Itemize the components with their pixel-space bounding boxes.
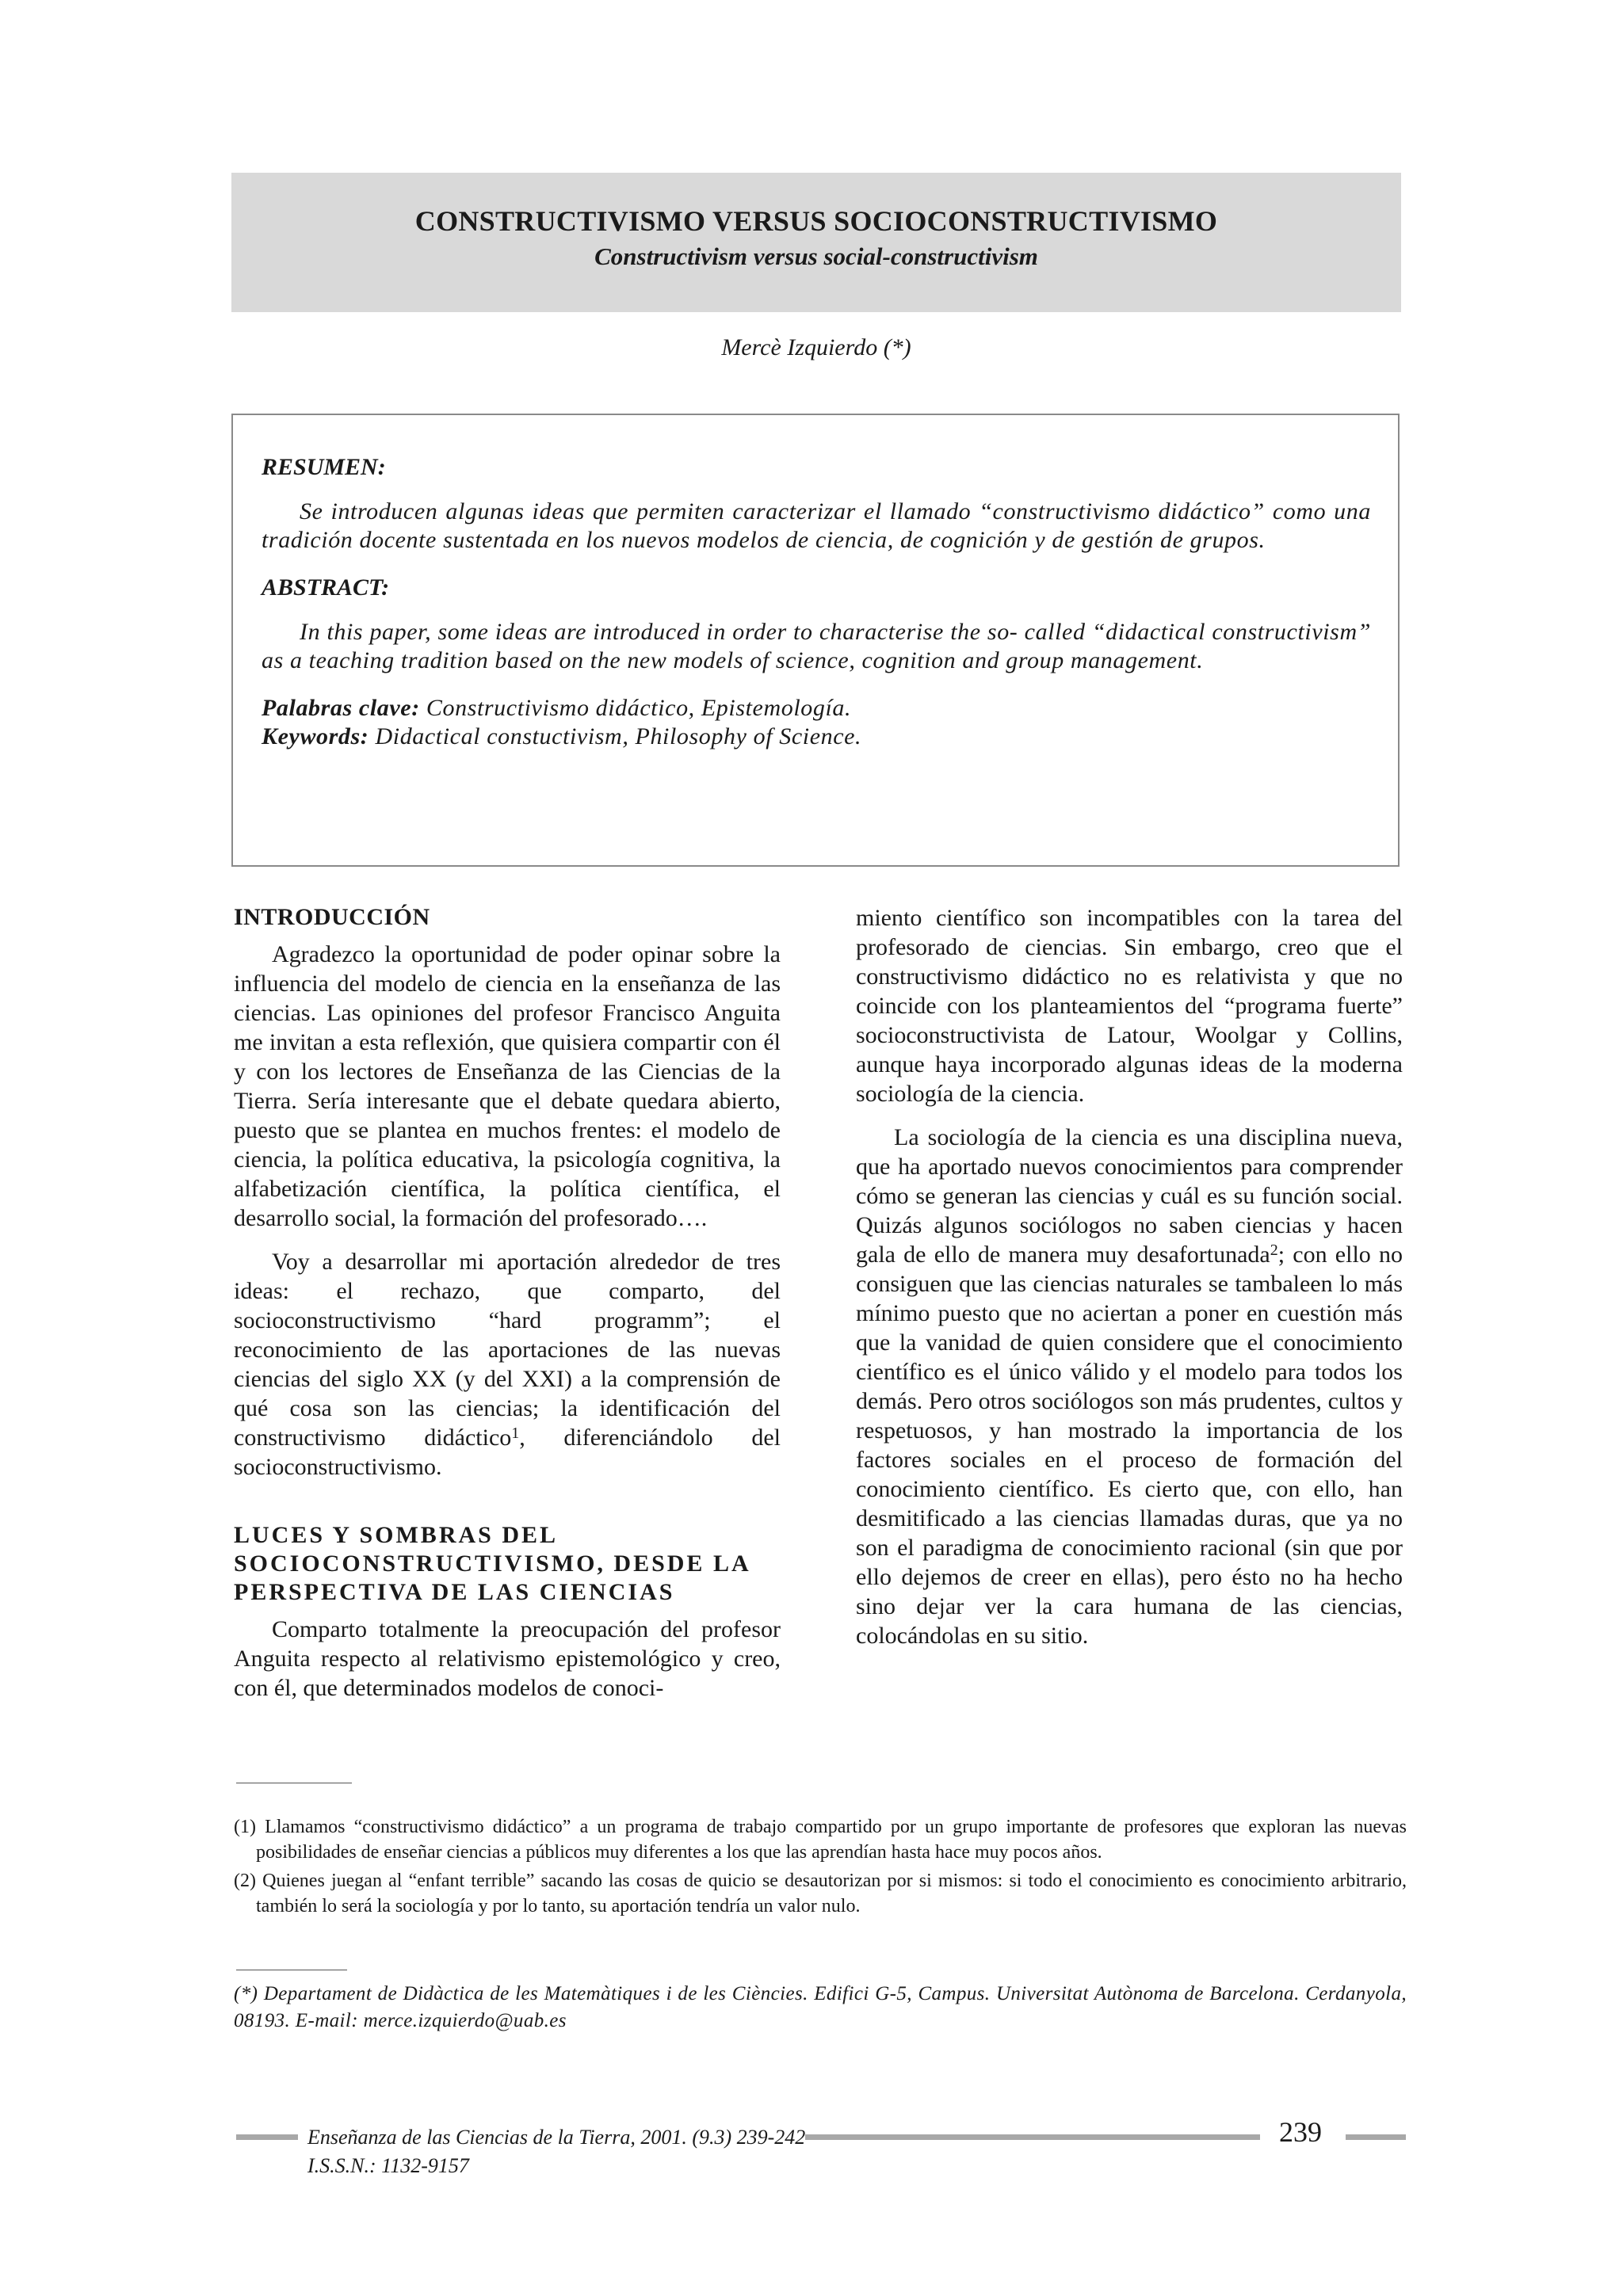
right-paragraph-2: La sociología de la ciencia es una disciplina nueva, que ha aportado nuevos conocimientos para comprender cómo se generan las ciencias y cuál es su función social. Quizás algunos sociólogos no saben ciencias y hacen gala de ello de manera muy desafortunada$^2$; con ello no consiguen que las ciencias naturales se tambaleen lo más mínimo puesto que no aciertan a poner en cuestión más que la vanidad de quien considere que el conocimiento científico es el único válido y el modelo para todos los demás. Pero otros sociólogos son más prudentes, cultos y respetuosos, y han mostrado la importancia de los factores sociales en el proceso de formación del conocimiento científico. Es cierto que, con ello, han desmitificado a las ciencias llamadas duras, que ya no son el paradigma de conocimiento racional (sin que por ello dejemos de creer en ellas), pero ésto no ha hecho sino dejar ver la cara humana de las ciencias, colocándolas en su sitio. — [856, 1124, 1403, 1649]
journal-issn: I.S.S.N.: 1132-9157 — [307, 2154, 469, 2177]
intro-paragraph-1: Agradezco la oportunidad de poder opinar sobre la influencia del modelo de ciencia en la enseñanza de las ciencias. Las opiniones del profesor Francisco Anguita me invitan a esta reflexión, que quisiera compartir con él y con los lectores de Enseñanza de las Ciencias de la Tierra. Sería interesante que el debate quedara abierto, puesto que se plantea en muchos frentes: el modelo de ciencia, la política educativa, la psicología cognitiva, la alfabetización científica, la política científica, el desarrollo social, la formación del profesorado…. — [234, 941, 781, 1231]
heading-introduccion: INTRODUCCIÓN — [234, 904, 430, 930]
right-paragraph-1: miento científico son incompatibles con la tarea del profesorado de ciencias. Sin embargo, creo que el constructivismo didáctico no es relativista y que no coincide con los planteamientos del “programa fuerte” socioconstructivista de Latour, Woolgar y Collins, aunque haya incorporado algunas ideas de la moderna sociología de la ciencia. — [856, 905, 1403, 1107]
intro-paragraph-2: Voy a desarrollar mi aportación alrededor de tres ideas: el rechazo, que comparto, del socioconstructivismo “hard programm”; el reconocimiento de las aportaciones de las nuevas ciencias del siglo XX (y del XXI) a la comprensión de qué cosa son las ciencias; la identificación del constructivismo didáctico$^1$, diferenciándolo del socioconstructivismo. — [234, 1249, 781, 1480]
footnote-1: (1) Llamamos “constructivismo didáctico” a un programa de trabajo compartido por un grupo importante de profesores que exploran las nuevas posibilidades de enseñar ciencias a públicos muy diferentes a los que las aprendían hasta hace muy pocos años. — [234, 1817, 1407, 1863]
palabras-text: Constructivismo didáctico, Epistemología. — [419, 695, 852, 721]
palabras-label: Palabras clave: — [262, 695, 420, 721]
footnote-ref-2: 2 — [1270, 1241, 1278, 1259]
footnotes — [234, 1814, 1407, 1922]
luces-paragraph-1: Comparto totalmente la preocupación del profesor Anguita respecto al relativismo epistemológico y creo, con él, que determinados modelos de conoci- — [234, 1616, 781, 1701]
palabras-clave — [262, 694, 1371, 723]
footnote-2: (2) Quienes juegan al “enfant terrible” sacando las cosas de quicio se desautorizan por si mismos: si todo el conocimiento es conocimiento arbitrario, también lo será la sociología y por lo tanto, su aportación tendría un valor nulo. — [234, 1871, 1407, 1917]
journal-citation — [307, 2123, 805, 2180]
author-name: Mercè Izquierdo (*) — [721, 334, 911, 360]
footer-bar-right — [1346, 2134, 1406, 2140]
resumen-heading: RESUMEN: — [262, 454, 386, 480]
left-column — [234, 903, 781, 1717]
abstract-box — [231, 414, 1400, 867]
keywords-label: Keywords: — [262, 723, 369, 749]
footer-bar-left — [236, 2134, 298, 2140]
page-number: 239 — [1279, 2116, 1322, 2148]
keywords-text: Didactical constuctivism, Philosophy of Science. — [369, 723, 862, 749]
author-affiliation: (*) Departament de Didàctica de les Matemàtiques i de les Ciències. Edifici G-5, Campus. Universitat Autònoma de Barcelona. Cerdanyola, 08193. E-mail: merce.izquierdo@uab.es — [234, 1983, 1407, 2031]
journal-name: Enseñanza de las Ciencias de la Tierra, 2001. (9.3) 239-242 — [307, 2126, 806, 2149]
right-column — [856, 903, 1403, 1665]
abstract-text: In this paper, some ideas are introduced in order to characterise the so- called “didactical constructivism” as a teaching tradition based on the new models of science, cognition and group management. — [262, 619, 1371, 673]
footer-bar-middle — [805, 2134, 1260, 2140]
article-subtitle: Constructivism versus social-constructivism — [594, 242, 1038, 270]
resumen-text: Se introducen algunas ideas que permiten caracterizar el llamado “constructivismo didáctico” como una tradición docente sustentada en los nuevos modelos de ciencia, de cognición y de gestión de grupos. — [262, 498, 1371, 553]
keywords — [262, 723, 1371, 751]
footnote-ref-1: 1 — [511, 1425, 520, 1442]
article-title: CONSTRUCTIVISMO VERSUS SOCIOCONSTRUCTIVISMO — [414, 205, 1218, 237]
title-box — [231, 173, 1401, 312]
heading-luces-sombras: LUCES Y SOMBRAS DEL SOCIOCONSTRUCTIVISMO, DESDE LA PERSPECTIVA DE LAS CIENCIAS — [234, 1522, 750, 1605]
abstract-heading: ABSTRACT: — [262, 574, 390, 601]
